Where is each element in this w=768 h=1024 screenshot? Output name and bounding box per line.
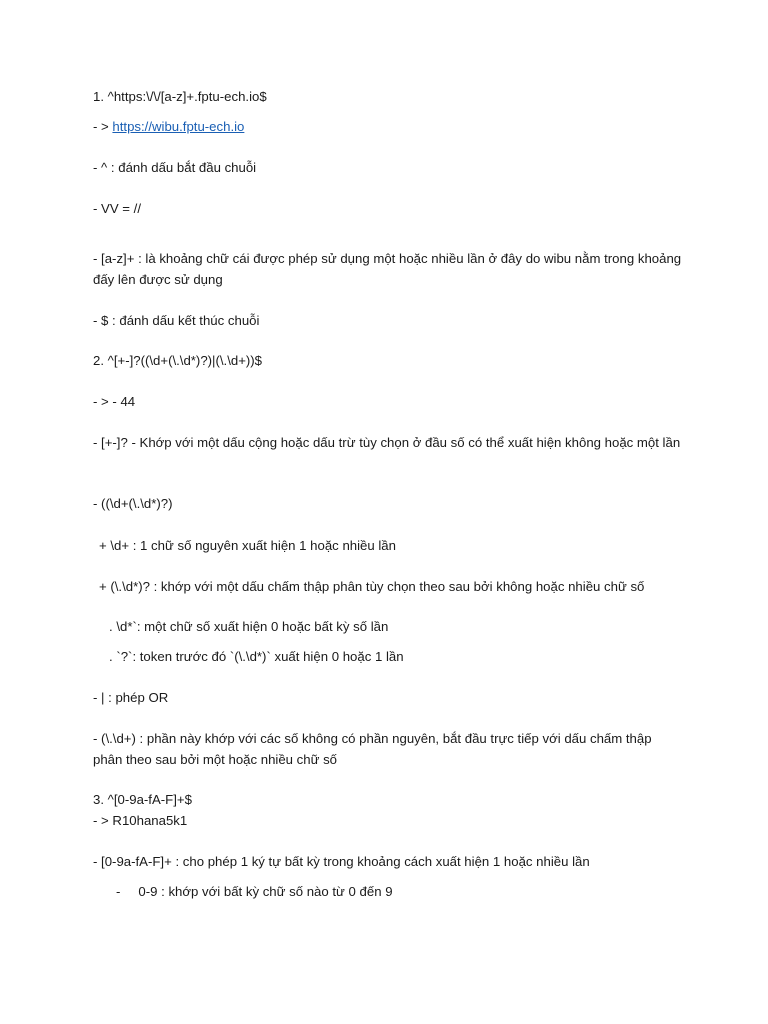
list-dash: - — [116, 884, 121, 899]
regex-2-heading: 2. ^[+-]?((\d+(\.\d*)?)|(\.\d+))$ — [93, 353, 263, 368]
fraction-explanation: - (\.\d+) : phần này khớp với các số không có phần nguyên, bắt đầu trực tiếp với dấu chấm thập phân theo sau bởi một hoặc nhiều chữ số — [93, 731, 652, 767]
star-explanation: . \d*`: một chữ số xuất hiện 0 hoặc bất kỳ số lần — [109, 619, 389, 634]
example-prefix: - > — [93, 119, 113, 134]
range-explanation: - [a-z]+ : là khoảng chữ cái được phép sử dụng một hoặc nhiều lần ở đây do wibu nằm trong khoảng đấy lên được sử dụng — [93, 251, 682, 287]
slash-explanation: - VV = // — [93, 201, 142, 216]
group-explanation: - ((\d+(\.\d*)?) — [93, 496, 173, 511]
dollar-explanation: - $ : đánh dấu kết thúc chuỗi — [93, 313, 260, 328]
regex-3-heading: 3. ^[0-9a-fA-F]+$ — [93, 792, 192, 807]
caret-explanation: - ^ : đánh dấu bắt đầu chuỗi — [93, 160, 257, 175]
sign-explanation: - [+-]? - Khớp với một dấu cộng hoặc dấu trừ tùy chọn ở đầu số có thể xuất hiện không hoặc một lần — [93, 435, 681, 450]
digits-explanation: + \d+ : 1 chữ số nguyên xuất hiện 1 hoặc nhiều lần — [99, 538, 396, 553]
example-link[interactable]: https://wibu.fptu-ech.io — [112, 119, 245, 134]
question-explanation: . `?`: token trước đó `(\.\d*)` xuất hiện 0 hoặc 1 lần — [109, 649, 404, 664]
regex-2-example: - > - 44 — [93, 394, 136, 409]
decimal-explanation-text: + (\.\d*)? : khớp với một dấu chấm thập phân tùy chọn theo sau bởi không hoặc nhiều chữ số — [99, 579, 645, 594]
digit-range-text: 0-9 : khớp với bất kỳ chữ số nào từ 0 đến 9 — [138, 884, 393, 899]
regex-1-heading: 1. ^https:\/\/[a-z]+.fptu-ech.io$ — [93, 89, 267, 104]
regex-1-example — [93, 116, 244, 137]
regex-3-example: - > R10hana5k1 — [93, 813, 188, 828]
digit-range-item — [116, 881, 393, 902]
or-explanation: - | : phép OR — [93, 690, 169, 705]
hex-explanation: - [0-9a-fA-F]+ : cho phép 1 ký tự bất kỳ trong khoảng cách xuất hiện 1 hoặc nhiều lần — [93, 854, 590, 869]
decimal-explanation — [93, 576, 683, 597]
